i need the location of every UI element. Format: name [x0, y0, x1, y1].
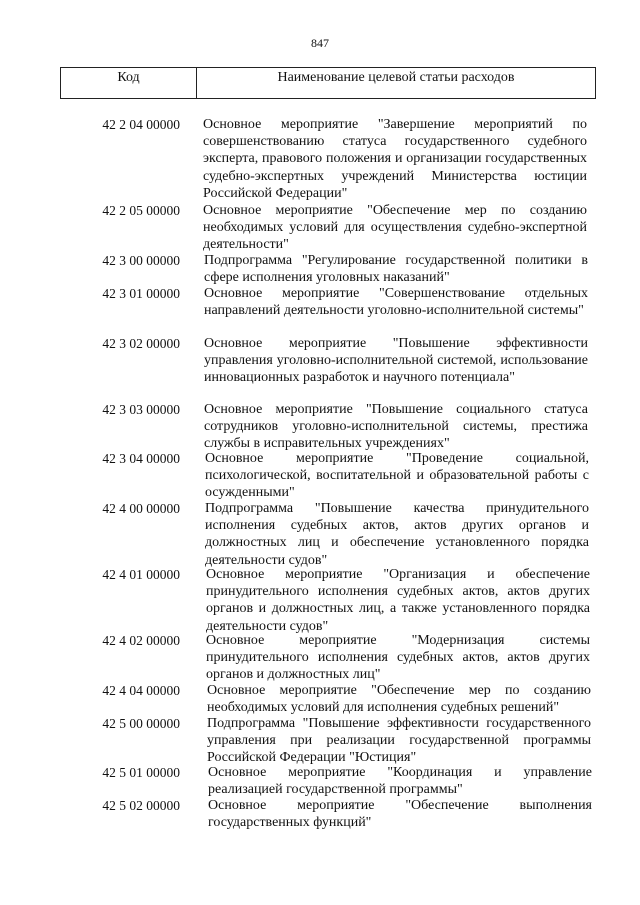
row-text: Основное мероприятие "Обеспечение выполнения государственных функций": [208, 798, 592, 831]
row-text: Основное мероприятие "Обеспечение мер по созданию необходимых условий для осуществления судебно-экспертной деятельности": [203, 203, 587, 253]
page-number: 847: [311, 36, 329, 50]
row-code: 42 2 04 00000: [102, 117, 180, 132]
row-code: 42 3 02 00000: [102, 336, 180, 351]
row-text: Основное мероприятие "Модернизация системы принудительного исполнения судебных актов, актов других органов и должностных лиц": [206, 633, 590, 683]
row-code: 42 3 04 00000: [102, 451, 180, 466]
row-text: Основное мероприятие "Проведение социальной, психологической, воспитательной и образовательной работы с осужденными": [205, 451, 589, 501]
row-text: Подпрограмма "Повышение эффективности государственного управления при реализации государственной программы Российской Федерации "Юстиция": [207, 716, 591, 766]
row-code: 42 5 01 00000: [102, 765, 180, 780]
row-code: 42 4 00 00000: [102, 501, 180, 516]
row-code: 42 5 02 00000: [102, 798, 180, 813]
header-name: Наименование целевой статьи расходов: [277, 70, 515, 85]
row-text: Основное мероприятие "Обеспечение мер по созданию необходимых условий для исполнения судебных решений": [207, 683, 591, 716]
row-code: 42 3 00 00000: [102, 253, 180, 268]
header-code: Код: [61, 68, 197, 98]
row-text: Основное мероприятие "Повышение эффективности управления уголовно-исполнительной системой, использование инновационных разработок и научного потенциала": [204, 336, 588, 386]
row-text: Основное мероприятие "Координация и управление реализацией государственной программы": [208, 765, 592, 798]
row-code: 42 3 03 00000: [102, 402, 180, 417]
row-text: Основное мероприятие "Совершенствование отдельных направлений деятельности уголовно-исполнительной системы": [204, 286, 588, 319]
row-text: Подпрограмма "Повышение качества принудительного исполнения судебных актов, актов других органов и должностных лиц и обеспечение установленного порядка деятельности судов": [205, 501, 589, 568]
row-code: 42 4 02 00000: [102, 633, 180, 648]
row-text: Основное мероприятие "Повышение социального статуса сотрудников уголовно-исполнительной системы, престижа службы в исправительных учреждениях": [204, 402, 588, 452]
row-text: Основное мероприятие "Организация и обеспечение принудительного исполнения судебных актов, актов других органов и должностных лиц, а также установленного порядка деятельности судов": [206, 567, 590, 634]
row-text: Подпрограмма "Регулирование государственной политики в сфере исполнения уголовных наказаний": [204, 253, 588, 286]
row-text: Основное мероприятие "Завершение мероприятий по совершенствованию статуса государственного судебного эксперта, правового положения и организации государственных судебно-экспертных учреждений Министерства юстиции Российской Федерации": [203, 117, 587, 201]
row-code: 42 2 05 00000: [102, 203, 180, 218]
row-code: 42 5 00 00000: [102, 716, 180, 731]
row-code: 42 3 01 00000: [102, 286, 180, 301]
row-code: 42 4 04 00000: [102, 683, 180, 698]
row-code: 42 4 01 00000: [102, 567, 180, 582]
